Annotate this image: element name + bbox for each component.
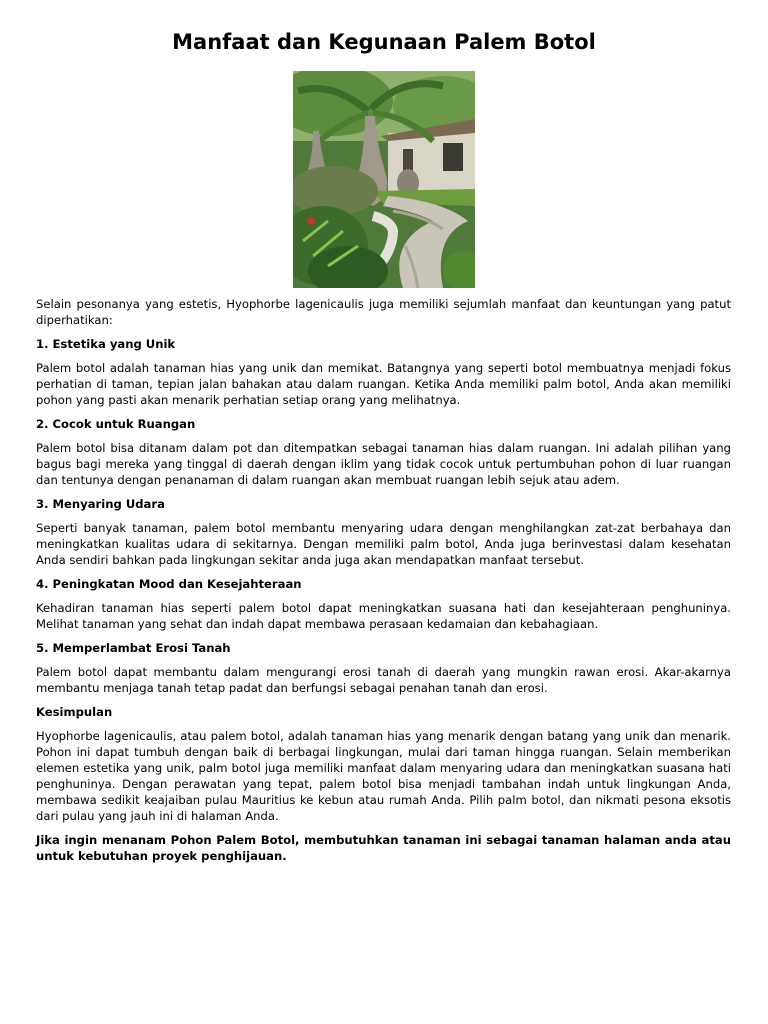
section-heading: 4. Peningkatan Mood dan Kesejahteraan (36, 577, 302, 591)
section-paragraph: Palem botol adalah tanaman hias yang unik dan memikat. Batangnya yang seperti botol membuatnya menjadi fokus perhatian di taman, tepian jalan bahakan atau dalam ruangan. Ketika Anda memiliki palm botol, Anda akan memiliki pohon yang pasti akan menarik perhatian setiap orang yang melihatnya. (36, 361, 731, 407)
bottle-palm-photo (293, 71, 475, 288)
section-paragraph: Palem botol bisa ditanam dalam pot dan ditempatkan sebagai tanaman hias dalam ruangan. Ini adalah pilihan yang bagus bagi mereka yang tinggal di daerah dengan iklim yang tidak cocok untuk pertumbuhan pohon di luar ruangan dan tentunya dengan penanaman di dalam ruangan akan membuat ruangan lebih sejuk atau adem. (36, 441, 731, 487)
intro-paragraph: Selain pesonanya yang estetis, Hyophorbe lagenicaulis juga memiliki sejumlah manfaat dan keuntungan yang patut diperhatikan: (36, 297, 731, 327)
conclusion-paragraph: Hyophorbe lagenicaulis, atau palem botol, adalah tanaman hias yang menarik dengan batang yang unik dan menarik. Pohon ini dapat tumbuh dengan baik di berbagai lingkungan, mulai dari taman hingga ruangan. Selain memberikan elemen estetika yang unik, palm botol juga memiliki manfaat dalam menyaring udara dan meningkatkan suasana hati penghuninya. Dengan perawatan yang tepat, palem botol bisa menjadi tambahan indah untuk lingkungan Anda, membawa sedikit keajaiban pulau Mauritius ke kebun atau rumah Anda. Pilih palm botol, dan nikmati pesona eksotis dari pulau yang jauh ini di halaman Anda. (36, 729, 731, 823)
section-paragraph: Kehadiran tanaman hias seperti palem botol dapat meningkatkan suasana hati dan kesejahteraan penghuninya. Melihat tanaman yang sehat dan indah dapat membawa perasaan kedamaian dan kebahagiaan. (36, 601, 731, 631)
conclusion-heading: Kesimpulan (36, 705, 113, 719)
closing-call-to-action: Jika ingin menanam Pohon Palem Botol, membutuhkan tanaman ini sebagai tanaman halaman anda atau untuk kebutuhan proyek penghijauan. (36, 833, 731, 863)
section-heading: 2. Cocok untuk Ruangan (36, 417, 196, 431)
section-heading: 3. Menyaring Udara (36, 497, 165, 511)
section-heading: 1. Estetika yang Unik (36, 337, 176, 351)
section-paragraph: Palem botol dapat membantu dalam mengurangi erosi tanah di daerah yang mungkin rawan erosi. Akar-akarnya membantu menjaga tanah tetap padat dan berfungsi sebagai penahan tanah dan erosi. (36, 665, 731, 695)
page-title: Manfaat dan Kegunaan Palem Botol (172, 30, 596, 54)
article-body (36, 296, 731, 872)
section-heading: 5. Memperlambat Erosi Tanah (36, 641, 231, 655)
section-paragraph: Seperti banyak tanaman, palem botol membantu menyaring udara dengan menghilangkan zat-zat berbahaya dan meningkatkan kualitas udara di sekitarnya. Dengan memiliki palm botol, Anda juga berinvestasi dalam kesehatan Anda sendiri bahkan pada lingkungan sekitar anda juga akan mendapatkan manfaat tersebut. (36, 521, 731, 567)
